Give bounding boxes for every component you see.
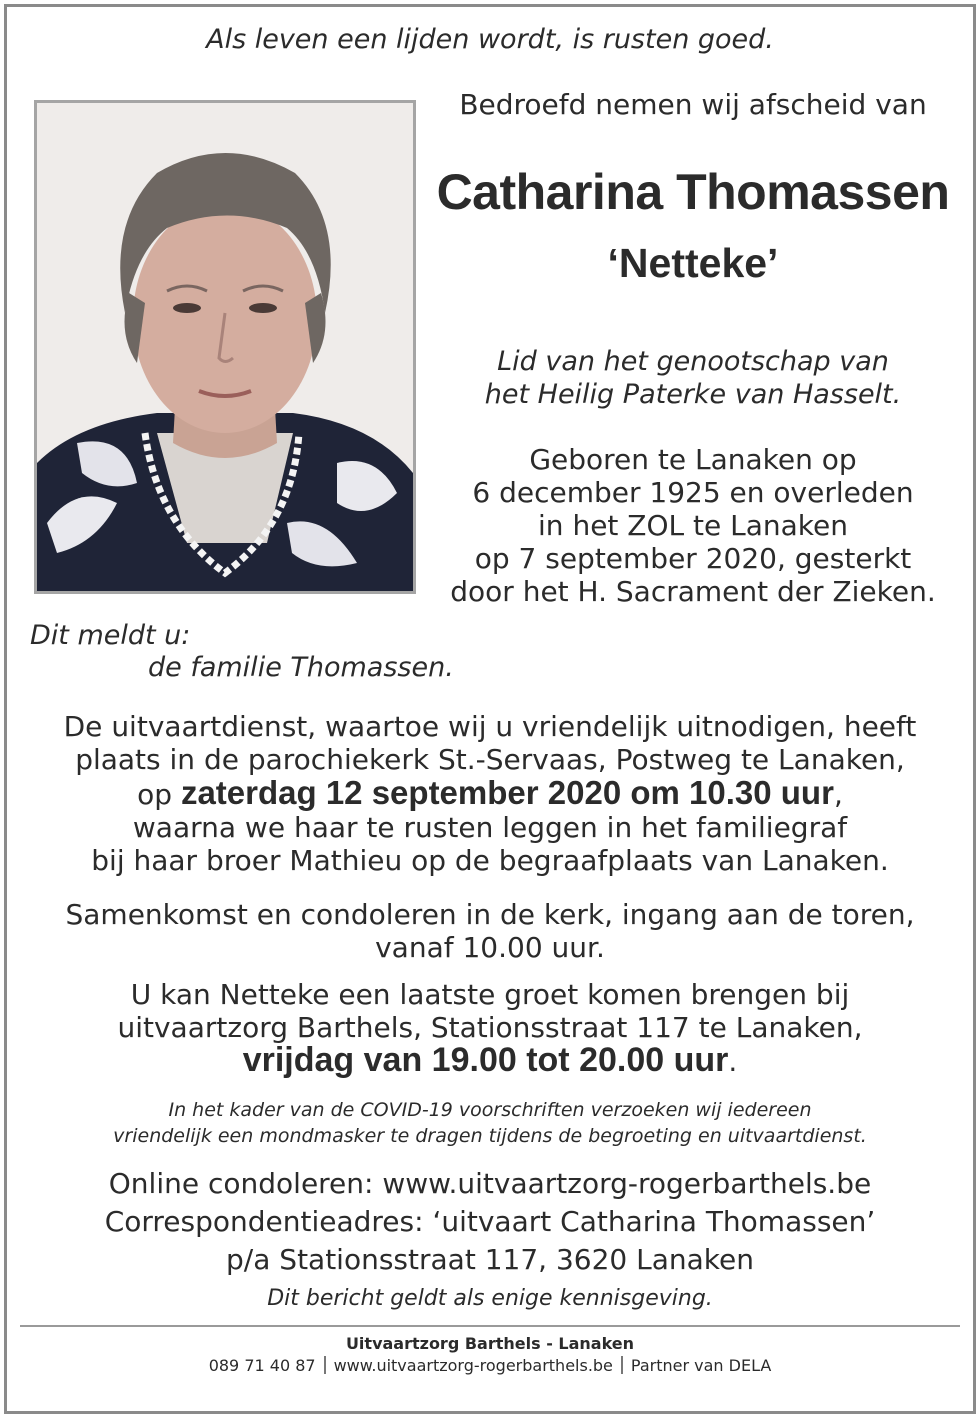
motto: Als leven een lijden wordt, is rusten goed.	[206, 24, 774, 55]
service-line: De uitvaartdienst, waartoe wij u vriendelijk uitnodigen, heeft	[63, 710, 917, 743]
membership-text	[418, 345, 968, 411]
service-date: zaterdag 12 september 2020 om 10.30 uur	[180, 774, 834, 811]
family-signature: de familie Thomassen.	[148, 652, 454, 683]
funeral-home-name: Uitvaartzorg Barthels - Lanaken	[345, 1334, 635, 1353]
birth-death-text	[418, 443, 968, 608]
service-line: bij haar broer Mathieu op de begraafplaats van Lanaken.	[91, 844, 889, 877]
visit-line: U kan Netteke een laatste groet komen brengen bij	[130, 978, 850, 1011]
service-details	[0, 710, 980, 877]
footer-partner: Partner van DELA	[630, 1356, 772, 1375]
gathering-line: Samenkomst en condoleren in de kerk, ingang aan de toren,	[65, 898, 915, 931]
footer-phone: 089 71 40 87	[208, 1356, 316, 1375]
correspondence-line: p/a Stationsstraat 117, 3620 Lanaken	[226, 1243, 754, 1276]
birth-death-line: Geboren te Lanaken op	[529, 443, 857, 476]
sole-notice: Dit bericht geldt als enige kennisgeving.	[267, 1286, 713, 1311]
footer-separator	[324, 1356, 326, 1374]
intro-line: Bedroefd nemen wij afscheid van	[459, 88, 927, 121]
birth-death-line: door het H. Sacrament der Zieken.	[450, 575, 936, 608]
service-line: plaats in de parochiekerk St.-Servaas, Postweg te Lanaken,	[75, 743, 905, 776]
visit-time-line	[0, 1041, 980, 1079]
footer-contact	[0, 1356, 980, 1375]
footer-website: www.uitvaartzorg-rogerbarthels.be	[333, 1356, 613, 1375]
footer-separator	[621, 1356, 623, 1374]
deceased-name: Catharina Thomassen	[436, 164, 950, 220]
membership-line: het Heilig Paterke van Hasselt.	[484, 379, 902, 410]
visit-line: uitvaartzorg Barthels, Stationsstraat 117 te Lanaken,	[117, 1011, 863, 1044]
birth-death-line: 6 december 1925 en overleden	[472, 476, 914, 509]
portrait-photo	[34, 100, 416, 594]
visitation-details	[0, 978, 980, 1078]
correspondence-line: Correspondentieadres: ‘uitvaart Catharina Thomassen’	[104, 1205, 876, 1238]
covid-notice	[0, 1097, 980, 1149]
birth-death-line: op 7 september 2020, gesterkt	[474, 542, 912, 575]
online-condolence: Online condoleren: www.uitvaartzorg-rogerbarthels.be	[108, 1167, 872, 1200]
covid-line: In het kader van de COVID-19 voorschriften verzoeken wij iedereen	[168, 1099, 812, 1121]
family-intro: Dit meldt u:	[30, 620, 191, 651]
portrait-illustration	[37, 103, 413, 591]
visit-time: vrijdag van 19.00 tot 20.00 uur	[242, 1041, 729, 1079]
service-line: waarna we haar te rusten leggen in het familiegraf	[132, 811, 848, 844]
footer-divider	[20, 1325, 960, 1327]
service-date-suffix: ,	[833, 778, 843, 811]
birth-death-line: in het ZOL te Lanaken	[538, 509, 848, 542]
covid-line: vriendelijk een mondmasker te dragen tijdens de begroeting en uitvaartdienst.	[113, 1125, 867, 1147]
gathering-details	[0, 898, 980, 964]
contact-details	[0, 1165, 980, 1279]
service-date-prefix: op	[137, 778, 181, 811]
membership-line: Lid van het genootschap van	[497, 346, 889, 377]
service-date-line	[0, 776, 980, 811]
gathering-line: vanaf 10.00 uur.	[375, 931, 605, 964]
nickname: ‘Netteke’	[607, 240, 779, 286]
visit-time-suffix: .	[728, 1045, 738, 1078]
